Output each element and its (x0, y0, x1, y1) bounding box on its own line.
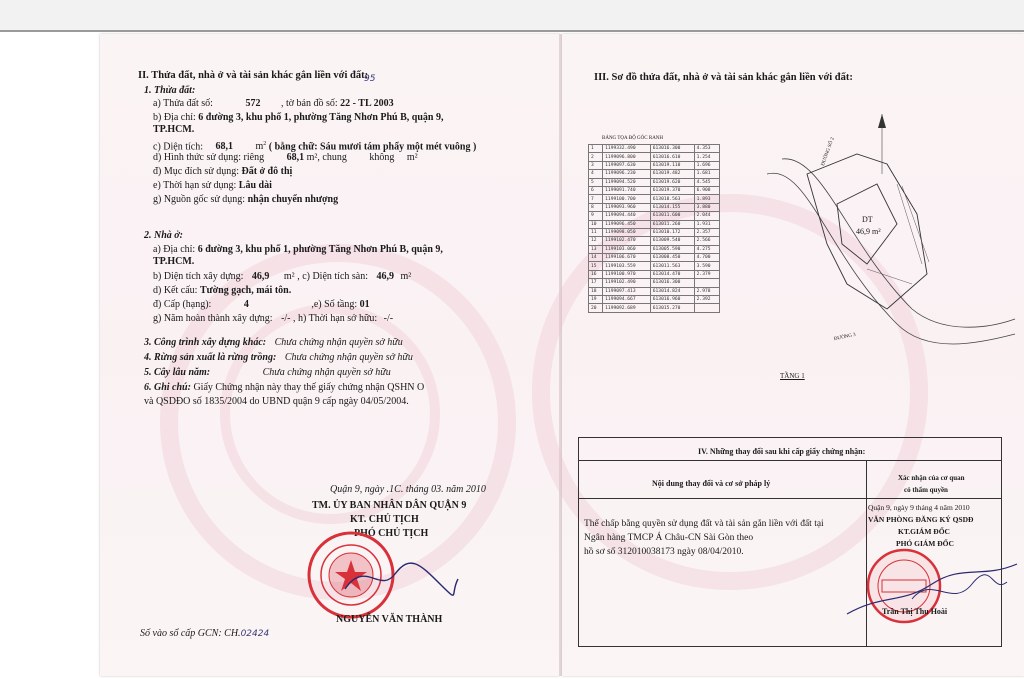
signer-name: NGUYỄN VĂN THÀNH (336, 614, 443, 625)
coordinate-cell: 1199103.559 (603, 262, 651, 270)
coordinate-row (589, 270, 720, 278)
coordinate-cell: 2.379 (694, 270, 719, 278)
change-content-1: Thế chấp bằng quyền sử dụng đất và tài sản gắn liền với đất tại (584, 519, 824, 529)
coordinate-cell: 613009.540 (650, 237, 694, 245)
changes-col2-header-2: có thẩm quyền (904, 486, 948, 494)
coordinate-row (589, 186, 720, 194)
coordinate-row (589, 296, 720, 304)
coordinate-cell: 1199094.440 (603, 212, 651, 220)
coordinate-row (589, 304, 720, 312)
parcel-line: a) Thửa đất số: 572 , tờ bản đồ số: 22 - TL 2003 (153, 98, 394, 109)
confirm-org: VĂN PHÒNG ĐĂNG KÝ QSDĐ (868, 515, 974, 524)
section-iii-title: III. Sơ đồ thửa đất, nhà ở và tài sản khác gắn liền với đất: (594, 72, 853, 83)
coordinate-cell (694, 279, 719, 287)
changes-col1-header: Nội dung thay đổi và cơ sở pháp lý (652, 479, 771, 488)
coordinate-row (589, 178, 720, 186)
house-structure-line: d) Kết cấu: Tường gạch, mái tôn. (153, 285, 292, 296)
coordinate-cell: 11 (589, 228, 603, 236)
coordinate-cell: 1 (589, 145, 603, 153)
coordinate-cell: 1199106.670 (603, 254, 651, 262)
planted-forest-line: 4. Rừng sản xuất là rừng trồng: Chưa chứng nhận quyền sở hữu (144, 352, 413, 363)
coordinate-cell: 613016.610 (650, 153, 694, 161)
land-use-form-line: d) Hình thức sử dụng: riêng 68,1 m², chung không m² (153, 152, 418, 163)
coordinate-row (589, 262, 720, 270)
coordinate-cell: 1199096.450 (603, 220, 651, 228)
coordinate-cell: 17 (589, 279, 603, 287)
note-line-2: và QSDĐO số 1835/2004 do UBND quận 9 cấp ngày 04/05/2004. (144, 396, 409, 407)
coordinate-cell: 2.392 (694, 296, 719, 304)
signer-org: TM. ỦY BAN NHÂN DÂN QUẬN 9 (312, 500, 467, 511)
coordinate-cell: 1199096.230 (603, 170, 651, 178)
perennial-line: 5. Cây lâu năm: Chưa chứng nhận quyền sở hữu (144, 367, 391, 378)
section-ii-title: II. Thửa đất, nhà ở và tài sản khác gắn liền với đất: (138, 70, 369, 81)
land-address-city: TP.HCM. (153, 124, 195, 135)
coordinate-cell: 1199094.667 (603, 296, 651, 304)
coordinate-cell: 613014.470 (650, 270, 694, 278)
coordinate-cell: 6.908 (694, 186, 719, 194)
coordinate-cell: 3.880 (694, 203, 719, 211)
coordinate-row (589, 195, 720, 203)
coordinate-cell: 4.275 (694, 245, 719, 253)
register-number: Số vào sổ cấp GCN: CH.02424 (140, 628, 270, 639)
coordinate-cell: 1199103.060 (603, 245, 651, 253)
coord-table-title: BẢNG TỌA ĐỘ GÓC RANH (602, 136, 664, 141)
land-heading: 1. Thửa đất: (144, 85, 196, 96)
coordinate-cell: 2.566 (694, 237, 719, 245)
coordinate-cell: 613015.270 (650, 304, 694, 312)
coordinate-cell: 2.978 (694, 287, 719, 295)
coordinate-cell: 1.681 (694, 170, 719, 178)
coordinate-cell: 1199102.470 (603, 237, 651, 245)
coordinate-cell: 1199091.740 (603, 186, 651, 194)
confirm-kt: KT.GIÁM ĐỐC (898, 527, 950, 536)
coordinate-cell: 8 (589, 203, 603, 211)
road-label-2: ĐƯỜNG SỐ 2 (820, 137, 836, 167)
coordinate-cell: 1199100.700 (603, 195, 651, 203)
coordinate-cell: 613014.824 (650, 287, 694, 295)
coordinate-row (589, 279, 720, 287)
coordinate-cell: 613011.600 (650, 212, 694, 220)
signer-kt: KT. CHỦ TỊCH (350, 514, 419, 525)
coordinate-cell: 4.353 (694, 145, 719, 153)
coordinate-cell (694, 304, 719, 312)
coordinate-cell: 613019.370 (650, 186, 694, 194)
map-area-label: 46,9 m² (856, 227, 881, 236)
road-label-3: ĐƯỜNG 3 (833, 332, 857, 343)
coordinate-cell: 2.357 (694, 228, 719, 236)
coordinate-cell: 4 (589, 170, 603, 178)
confirm-name: Trần Thị Thu Hoài (882, 607, 948, 616)
handwritten-map-number: 95 (364, 74, 376, 84)
coordinate-cell: 1.931 (694, 220, 719, 228)
confirm-date: Quận 9, ngày 9 tháng 4 năm 2010 (868, 503, 970, 512)
coordinate-cell: 1199094.520 (603, 178, 651, 186)
other-works-line: 3. Công trình xây dựng khác: Chưa chứng nhận quyền sở hữu (144, 337, 403, 348)
signer-title: PHÓ CHỦ TỊCH (354, 528, 429, 539)
change-content-3: hồ sơ số 312010038173 ngày 08/04/2010. (584, 547, 744, 557)
issue-date: Quận 9, ngày .1C. tháng 03. năm 2010 (330, 484, 486, 495)
coordinate-cell: 613019.620 (650, 178, 694, 186)
land-address: b) Địa chỉ: 6 đường 3, khu phố 1, phường Tăng Nhơn Phú B, quận 9, (153, 112, 444, 123)
viewer-divider (0, 30, 1024, 32)
changes-header-rule (578, 460, 1002, 461)
coordinate-row (589, 228, 720, 236)
coordinate-cell: 613005.590 (650, 245, 694, 253)
coordinate-row (589, 212, 720, 220)
map-dt-label: DT (862, 215, 873, 224)
coordinate-cell: 20 (589, 304, 603, 312)
coordinate-row (589, 145, 720, 153)
coordinate-cell: 4.545 (694, 178, 719, 186)
coordinate-cell: 1.254 (694, 153, 719, 161)
coordinate-cell: 2 (589, 153, 603, 161)
coordinate-cell: 613011.260 (650, 220, 694, 228)
coordinate-cell: 13 (589, 245, 603, 253)
parcel-sketch-map (747, 114, 1017, 364)
coordinate-cell: 12 (589, 237, 603, 245)
coordinate-row (589, 237, 720, 245)
coordinate-cell: 1199100.970 (603, 270, 651, 278)
coordinate-row (589, 153, 720, 161)
coordinate-cell: 16 (589, 270, 603, 278)
coordinate-cell: 1199332.490 (603, 145, 651, 153)
floor-caption: TẦNG 1 (780, 372, 805, 380)
coordinate-cell: 9 (589, 212, 603, 220)
land-origin-line: g) Nguồn gốc sử dụng: nhận chuyển nhượng (153, 194, 339, 205)
coordinate-cell: 613018.563 (650, 195, 694, 203)
confirm-title: PHÓ GIÁM ĐỐC (896, 539, 954, 548)
coordinate-cell: 1199093.960 (603, 203, 651, 211)
coordinate-cell: 18 (589, 287, 603, 295)
house-area-line: b) Diện tích xây dựng: 46,9 m² , c) Diện tích sàn: 46,9 m² (153, 271, 412, 282)
coordinate-cell: 14 (589, 254, 603, 262)
house-completion-line: g) Năm hoàn thành xây dựng: -/- , h) Thời hạn sở hữu: -/- (153, 313, 394, 324)
coordinate-cell: 15 (589, 262, 603, 270)
coordinate-row (589, 245, 720, 253)
house-grade-line: đ) Cấp (hạng): 4 ,e) Số tầng: 01 (153, 299, 370, 310)
coordinate-row (589, 161, 720, 169)
coordinate-cell: 613008.450 (650, 254, 694, 262)
coordinate-cell: 2.044 (694, 212, 719, 220)
signature-mark (340, 554, 460, 604)
coordinate-cell: 613019.110 (650, 161, 694, 169)
coordinate-table (588, 144, 720, 313)
coordinate-row (589, 287, 720, 295)
coordinate-cell: 6 (589, 186, 603, 194)
changes-col-header-rule (578, 498, 1002, 499)
coordinate-row (589, 220, 720, 228)
coordinate-cell: 1199098.050 (603, 228, 651, 236)
coordinate-row (589, 170, 720, 178)
coordinate-cell: 19 (589, 296, 603, 304)
coordinate-cell: 1199097.630 (603, 161, 651, 169)
coordinate-cell: 1.893 (694, 195, 719, 203)
coordinate-cell: 5 (589, 178, 603, 186)
coordinate-cell: 10 (589, 220, 603, 228)
coordinate-cell: 3.590 (694, 262, 719, 270)
house-address: a) Địa chỉ: 6 đường 3, khu phố 1, phường Tăng Nhơn Phú B, quận 9, (153, 244, 443, 255)
coordinate-cell: 1199102.490 (603, 279, 651, 287)
certificate-right-page (562, 34, 1024, 676)
coordinate-cell: 613014.155 (650, 203, 694, 211)
note-line-1: 6. Ghi chú: Giấy Chứng nhận này thay thế giấy chứng nhận QSHN O (144, 382, 425, 393)
coordinate-cell: 613016.300 (650, 145, 694, 153)
viewer-top-bar (0, 0, 1024, 30)
land-purpose-line: đ) Mục đích sử dụng: Đất ở đô thị (153, 166, 293, 177)
coordinate-cell: 1199096.800 (603, 153, 651, 161)
coordinate-cell: 1199092.689 (603, 304, 651, 312)
coordinate-cell: 613016.960 (650, 296, 694, 304)
house-heading: 2. Nhà ở: (144, 230, 183, 241)
changes-col2-header-1: Xác nhận của cơ quan (898, 474, 965, 482)
coordinate-cell: 7 (589, 195, 603, 203)
land-area-line: c) Diện tích: 68,1 $m^2$ ( bằng chữ: Sáu mươi tám phẩy một mét vuông ) (153, 141, 477, 153)
land-term-line: e) Thời hạn sử dụng: Lâu dài (153, 180, 272, 191)
coordinate-row (589, 203, 720, 211)
coordinate-cell: 1199097.413 (603, 287, 651, 295)
coordinate-cell: 1.696 (694, 161, 719, 169)
coordinate-cell: 613016.300 (650, 279, 694, 287)
coordinate-cell: 613010.172 (650, 228, 694, 236)
change-content-2: Ngân hàng TMCP Á Châu-CN Sài Gòn theo (584, 533, 754, 543)
coordinate-cell: 613011.563 (650, 262, 694, 270)
house-address-city: TP.HCM. (153, 256, 195, 267)
coordinate-cell: 613019.482 (650, 170, 694, 178)
certificate-left-page (100, 34, 560, 676)
coordinate-row (589, 254, 720, 262)
changes-title: IV. Những thay đổi sau khi cấp giấy chứng nhận: (698, 447, 866, 456)
coordinate-cell: 4.700 (694, 254, 719, 262)
coordinate-cell: 3 (589, 161, 603, 169)
